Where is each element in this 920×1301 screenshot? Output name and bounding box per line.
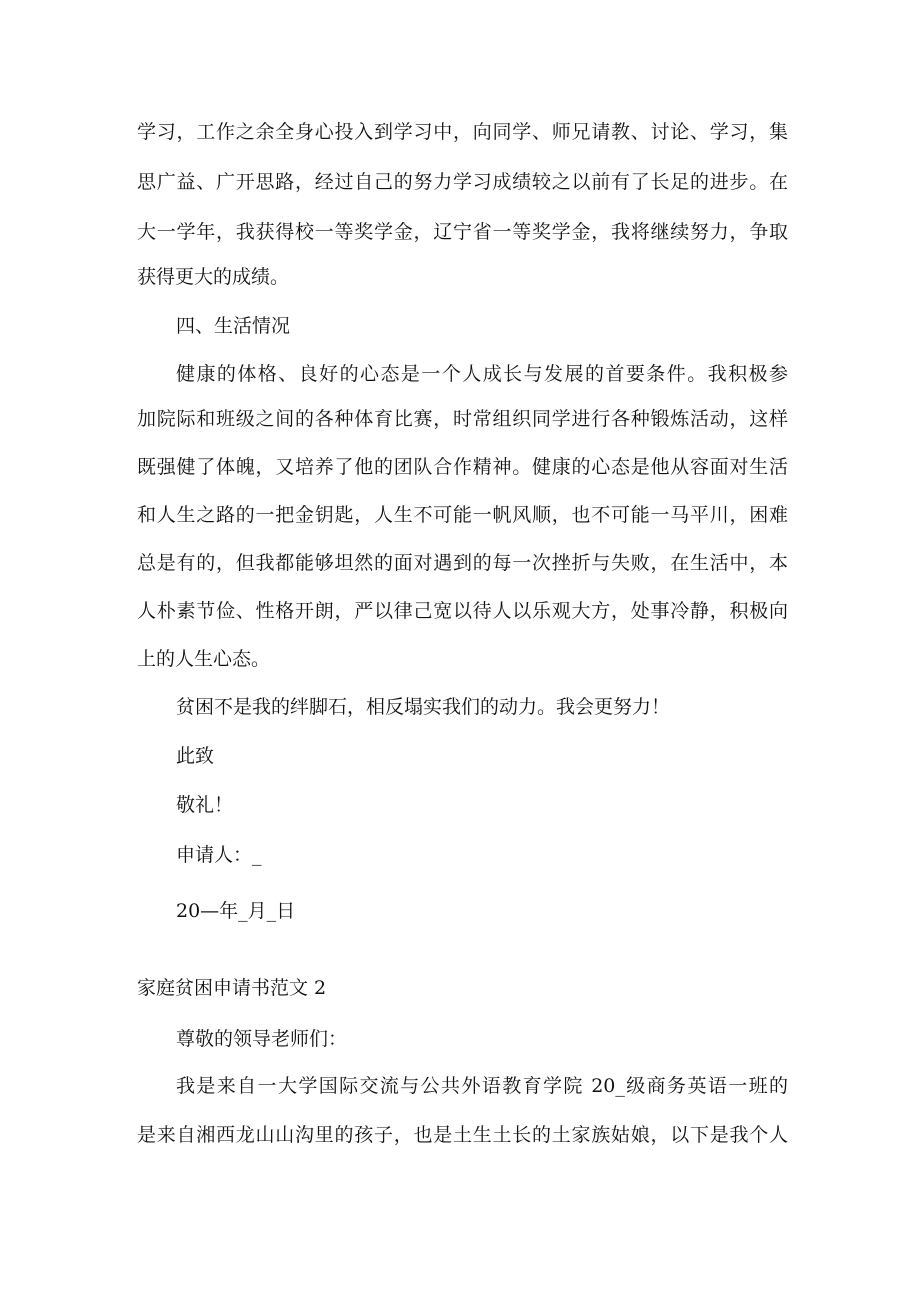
closing-line: 敬礼！ — [176, 794, 234, 816]
salutation-line: 尊敬的领导老师们： — [176, 1028, 348, 1050]
paragraph-line: 获得更大的成绩。 — [137, 266, 290, 288]
paragraph-line: 总是有的，但我都能够坦然的面对遇到的每一次挫折与失败，在生活中，本 — [137, 552, 788, 574]
document-title: 家庭贫困申请书范文 2 — [137, 977, 327, 999]
closing-line: 此致 — [176, 745, 215, 767]
paragraph-line: 和人生之路的一把金钥匙，人生不可能一帆风顺，也不可能一马平川，困难 — [137, 504, 788, 526]
paragraph-line: 健康的体格、良好的心态是一个人成长与发展的首要条件。我积极参 — [176, 363, 788, 385]
paragraph-line: 上的人生心态。 — [137, 648, 271, 670]
paragraph-line: 大一学年，我获得校一等奖学金，辽宁省一等奖学金，我将继续努力，争取 — [137, 221, 788, 243]
paragraph-line: 加院际和班级之间的各种体育比赛，时常组织同学进行各种锻炼活动，这样 — [137, 408, 788, 430]
applicant-line: 申请人：_ — [176, 844, 262, 866]
paragraph-line: 思广益、广开思路，经过自己的努力学习成绩较之以前有了长足的进步。在 — [137, 171, 788, 193]
paragraph-line: 既强健了体魄，又培养了他的团队合作精神。健康的心态是他从容面对生活 — [137, 456, 788, 478]
paragraph-line: 学习，工作之余全身心投入到学习中，向同学、师兄请教、讨论、学习，集 — [137, 121, 788, 143]
paragraph-line: 贫困不是我的绊脚石，相反塌实我们的动力。我会更努力！ — [176, 696, 671, 718]
paragraph-line: 人朴素节俭、性格开朗，严以律己宽以待人以乐观大方，处事冷静，积极向 — [137, 600, 788, 622]
section-heading: 四、生活情况 — [176, 315, 291, 337]
paragraph-line: 是来自湘西龙山山沟里的孩子，也是土生土长的土家族姑娘，以下是我个人 — [137, 1124, 788, 1146]
paragraph-line: 我是来自一大学国际交流与公共外语教育学院 20_级商务英语一班的 — [176, 1075, 788, 1097]
date-line: 20—年_月_日 — [176, 900, 296, 922]
